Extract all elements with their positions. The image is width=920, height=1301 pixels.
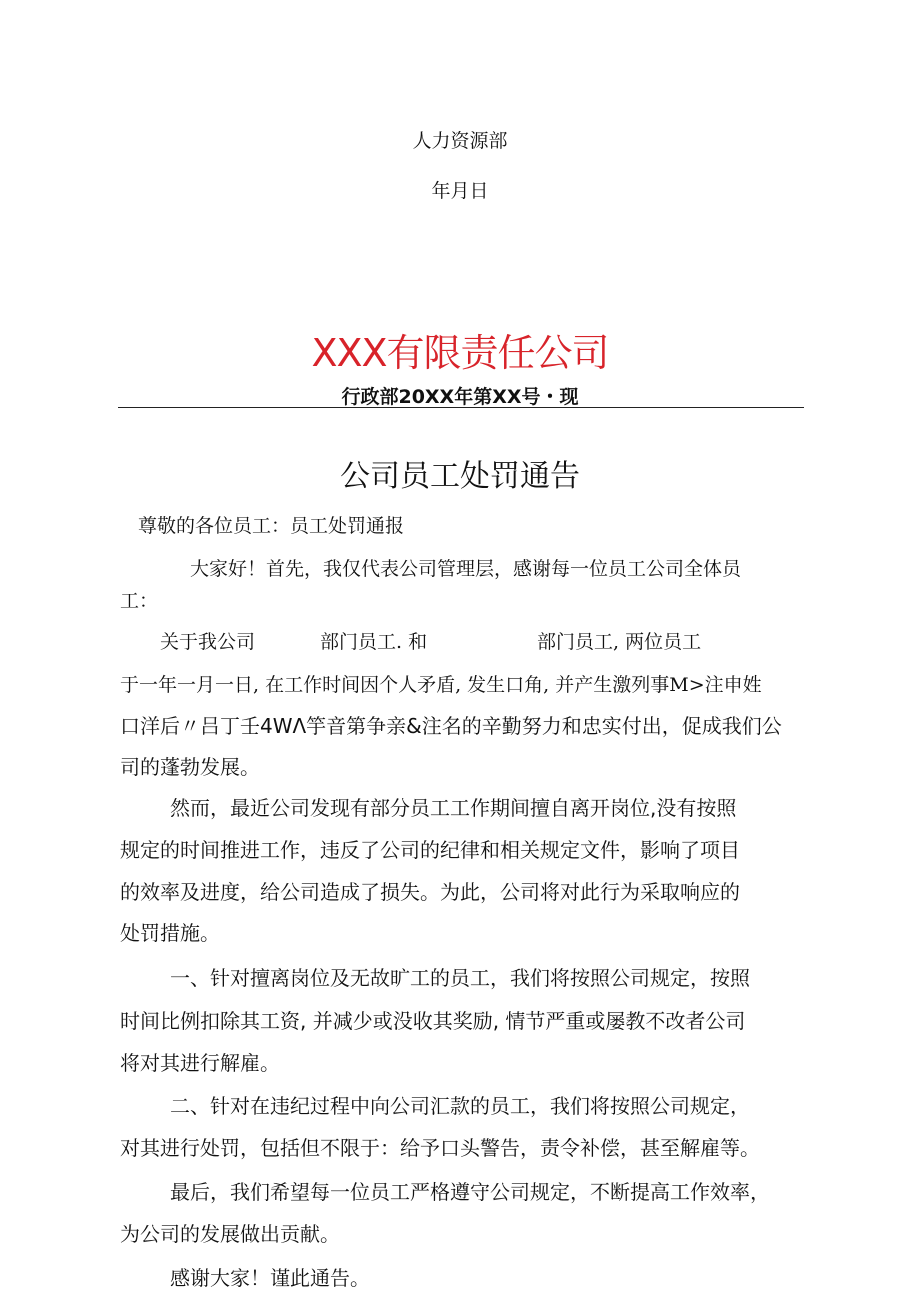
signature-date: 年月日 xyxy=(431,180,489,202)
notice-title: 公司员工处罚通告 xyxy=(340,459,580,494)
rule-one-line: 将对其进行解雇。 xyxy=(120,1051,280,1075)
incident-text: 司的蓬勃发展。 xyxy=(120,755,260,779)
rule-one-line: 时间比例扣除其工资, 并减少或没收其奖励, 情节严重或屡教不改者公司 xyxy=(120,1009,746,1033)
document-number: 行政部20XX年第XX号・现 xyxy=(341,386,579,408)
incident-text: 于一年一月一日, 在工作时间因个人矛盾, 发生口角, 并产生激列事M>注申姓 xyxy=(120,674,762,696)
letterhead-divider xyxy=(118,407,804,408)
company-name: XXX有限责任公司 xyxy=(311,331,609,375)
paragraph-line: 规定的时间推进工作，违反了公司的纪律和相关规定文件，影响了项目 xyxy=(120,838,740,862)
closing-thanks: 感谢大家！谨此通告。 xyxy=(170,1266,370,1290)
paragraph-line: 然而，最近公司发现有部分员工工作期间擅自离开岗位,没有按照 xyxy=(170,796,737,820)
incident-text: 关于我公司 xyxy=(160,631,256,653)
incident-text: 口洋后〃吕丁壬4WΛ竽音第争亲&注名的辛勤努力和忠实付出，促成我们公 xyxy=(120,714,782,738)
greeting-line: 工： xyxy=(120,590,159,612)
greeting-line: 大家好！首先，我仅代表公司管理层，感谢每一位员工公司全体员 xyxy=(190,558,742,580)
rule-two-line: 对其进行处罚，包括但不限于：给予口头警告，责令补偿，甚至解雇等。 xyxy=(120,1136,760,1160)
paragraph-line: 的效率及进度，给公司造成了损失。为此，公司将对此行为采取响应的 xyxy=(120,880,740,904)
closing-line: 为公司的发展做出贡献。 xyxy=(120,1222,340,1246)
rule-one-line: 一、针对擅离岗位及无故旷工的员工，我们将按照公司规定，按照 xyxy=(170,966,750,990)
incident-text: 部门员工, 两位员工 xyxy=(537,631,702,653)
closing-line: 最后，我们希望每一位员工严格遵守公司规定，不断提高工作效率， xyxy=(170,1180,770,1204)
incident-text: 部门员工. 和 xyxy=(320,631,428,653)
paragraph-line: 处罚措施。 xyxy=(120,921,220,945)
rule-two-line: 二、针对在违纪过程中向公司汇款的员工，我们将按照公司规定， xyxy=(170,1094,750,1118)
department-signature: 人力资源部 xyxy=(412,130,508,152)
salutation: 尊敬的各位员工：员工处罚通报 xyxy=(138,515,405,537)
